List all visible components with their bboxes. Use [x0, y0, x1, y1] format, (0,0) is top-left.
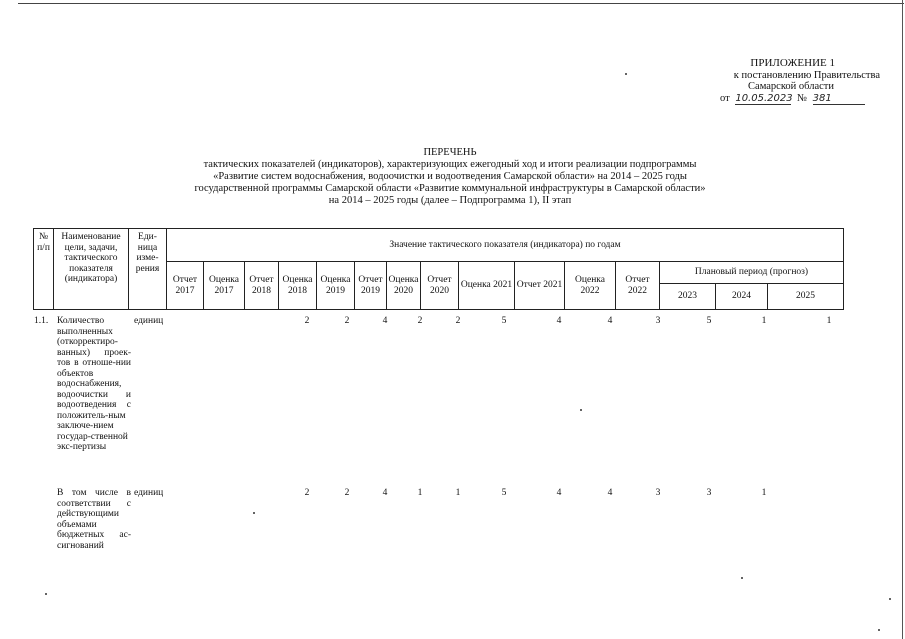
- value-cell: 1: [761, 316, 767, 326]
- value-cell: 1: [826, 316, 832, 326]
- value-cell: 3: [655, 488, 661, 498]
- value-cell: 5: [706, 316, 712, 326]
- planned-year-header: 2024: [716, 284, 768, 310]
- value-cell: 1: [417, 488, 423, 498]
- value-cell: 2: [344, 488, 350, 498]
- value-cell: 2: [417, 316, 423, 326]
- handwritten-date: 10.05.2023: [735, 92, 793, 104]
- year-header: Отчет 2022: [616, 262, 660, 310]
- scan-speck: [741, 577, 743, 579]
- scan-speck: [253, 512, 255, 514]
- scan-speck: [889, 598, 891, 600]
- value-cell: 2: [344, 316, 350, 326]
- header-num: № п/п: [34, 229, 54, 310]
- row-indicator-name: Количество выполненных (откорректиро-ванных) проек-тов в отноше-нии объектов водоснабжения, водоочистки и водоотведения с положитель-ным заключе-нием государ-ственной экс-пертизы: [57, 316, 131, 452]
- value-cell: 5: [501, 488, 507, 498]
- row-unit: единиц: [134, 488, 164, 498]
- row-indicator-name: В том числе в соответствии с действующими объемами бюджетных ас-сигнований: [57, 488, 131, 551]
- value-cell: 2: [304, 488, 310, 498]
- value-cell: 1: [455, 488, 461, 498]
- value-cell: 1: [761, 488, 767, 498]
- header-unit: Еди-ница изме-рения: [129, 229, 167, 310]
- appendix-date-line: [700, 93, 880, 106]
- header-name: Наименование цели, задачи, тактического показателя (индикатора): [54, 229, 129, 310]
- right-border-line: [902, 0, 903, 639]
- year-header: Отчет 2018: [245, 262, 279, 310]
- year-header: Оценка 2018: [279, 262, 317, 310]
- scan-speck: [878, 629, 880, 631]
- appendix-title: ПРИЛОЖЕНИЕ 1: [750, 57, 835, 69]
- from-label: от: [720, 92, 730, 104]
- year-header: Оценка 2022: [565, 262, 616, 310]
- value-cell: 2: [455, 316, 461, 326]
- value-cell: 3: [655, 316, 661, 326]
- handwritten-number: 381: [813, 93, 865, 106]
- year-header: Отчет 2021: [515, 262, 565, 310]
- year-header: Оценка 2020: [387, 262, 421, 310]
- title-line-4: на 2014 – 2025 годы (далее – Подпрограмма 1), II этап: [328, 195, 572, 206]
- year-header: Отчет 2020: [421, 262, 459, 310]
- planned-year-header: 2025: [768, 284, 844, 310]
- year-header: Отчет 2019: [355, 262, 387, 310]
- header-value-group: Значение тактического показателя (индикатора) по годам: [167, 229, 844, 262]
- value-cell: 4: [607, 316, 613, 326]
- value-cell: 4: [607, 488, 613, 498]
- row-unit: единиц: [134, 316, 164, 326]
- document-title: [150, 147, 750, 207]
- appendix-line-3: Самарской области: [748, 81, 834, 92]
- scan-speck: [45, 593, 47, 595]
- value-cell: 5: [501, 316, 507, 326]
- year-header: Оценка 2019: [317, 262, 355, 310]
- indicators-table-header: [33, 228, 844, 310]
- appendix-block: [700, 58, 880, 105]
- value-cell: 3: [706, 488, 712, 498]
- row-number: 1.1.: [34, 316, 49, 326]
- year-header: Отчет 2017: [167, 262, 204, 310]
- title-heading: ПЕРЕЧЕНЬ: [423, 147, 477, 158]
- top-border-line: [18, 3, 904, 4]
- year-header: Оценка 2017: [204, 262, 245, 310]
- value-cell: 2: [304, 316, 310, 326]
- planned-year-header: 2023: [660, 284, 716, 310]
- appendix-line-2: к постановлению Правительства: [733, 69, 880, 81]
- scan-speck: [580, 409, 582, 411]
- scan-speck: [625, 73, 627, 75]
- title-line-2: «Развитие систем водоснабжения, водоочистки и водоотведения Самарской области» на 2014 – 2025 годы: [213, 171, 687, 182]
- number-label: №: [796, 92, 807, 104]
- value-cell: 4: [556, 316, 562, 326]
- title-line-1: тактических показателей (индикаторов), характеризующих ежегодный ход и итоги реализации подпрограммы: [203, 159, 697, 170]
- value-cell: 4: [556, 488, 562, 498]
- title-line-3: государственной программы Самарской области «Развитие коммунальной инфраструктуры в Самарской области»: [194, 183, 706, 194]
- header-planned-period: Плановый период (прогноз): [660, 262, 844, 284]
- value-cell: 4: [382, 316, 388, 326]
- value-cell: 4: [382, 488, 388, 498]
- year-header: Оценка 2021: [459, 262, 515, 310]
